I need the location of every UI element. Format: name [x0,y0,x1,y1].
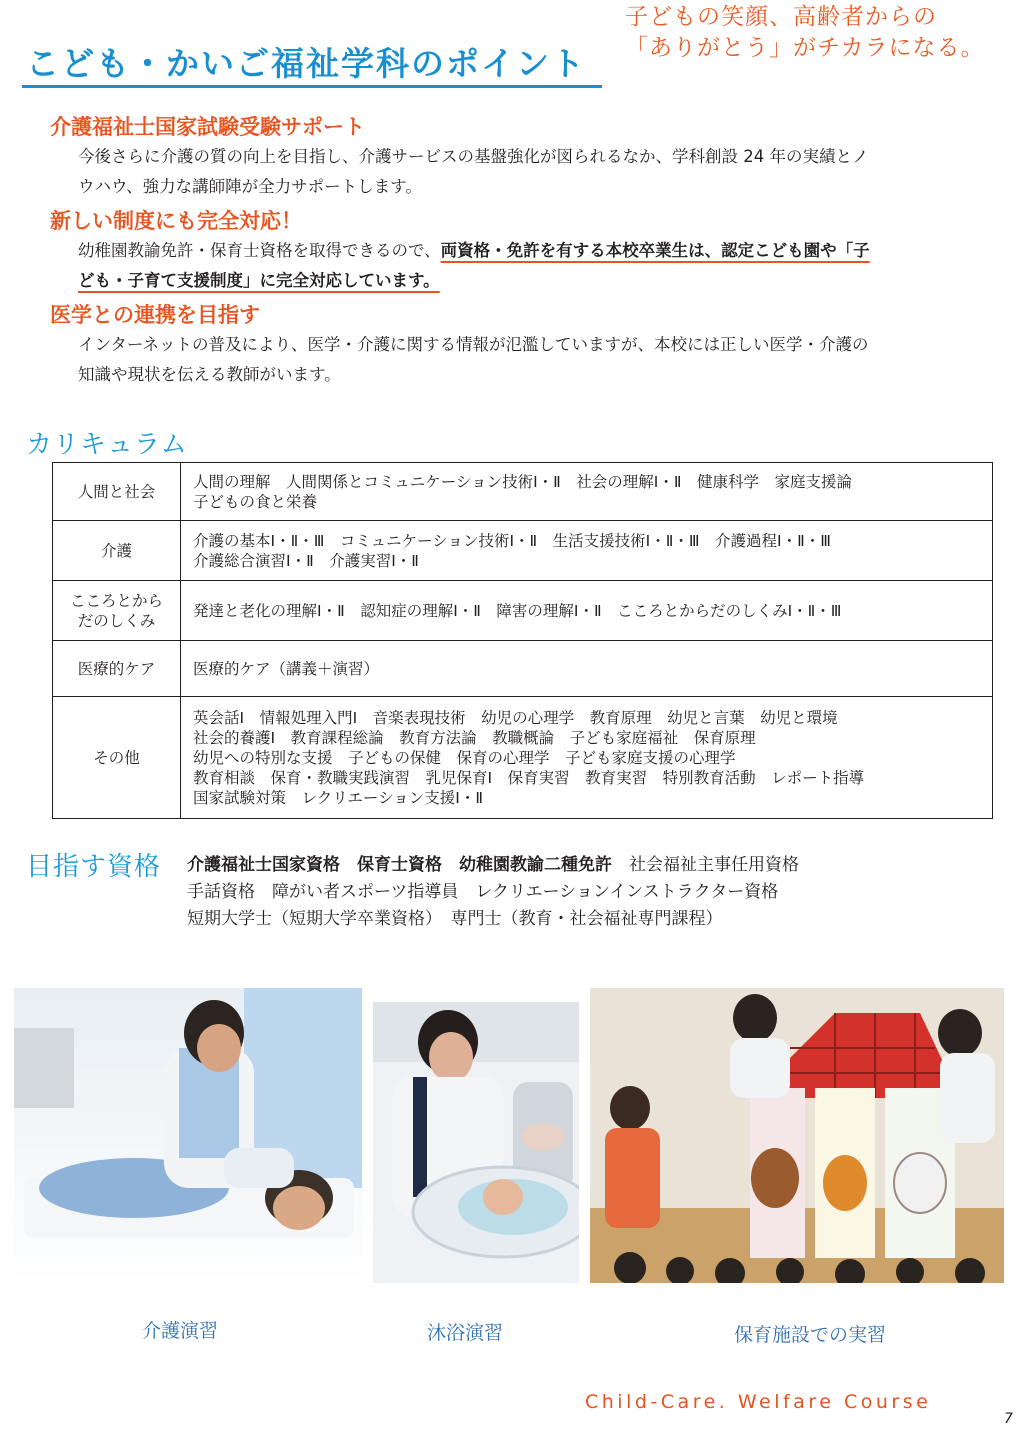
photo-caption: 沐浴演習 [426,1322,503,1344]
category-cell [53,641,181,697]
point-heading: 新しい制度にも完全対応！ [50,209,302,233]
table-row [53,641,993,697]
subjects-cell [181,463,993,521]
subject-line: 英会話Ⅰ 情報処理入門Ⅰ 音楽表現技術 幼児の心理学 教育原理 幼児と言葉 幼児と環境 [193,708,838,727]
category-label: 介護 [100,541,132,560]
point-body-emphasis: 両資格・免許を有する本校卒業生は、認定こども園や「子 [440,241,870,260]
point-medical [50,300,1000,390]
category-cell [53,521,181,581]
bathing-practice-photo [373,1002,579,1283]
point-body [50,236,1000,296]
point-body-line: 知識や現状を伝える教師がいます。 [78,365,341,384]
subjects-cell [181,697,993,819]
subject-line: 介護の基本Ⅰ・Ⅱ・Ⅲ コミュニケーション技術Ⅰ・Ⅱ 生活支援技術Ⅰ・Ⅱ・Ⅲ 介護過程Ⅰ・Ⅱ・Ⅲ [193,531,831,550]
point-body-line: ウハウ、強力な講師陣が全力サポートします。 [78,177,422,196]
point-new-system [50,206,1000,296]
point-body [50,142,1000,202]
photo-caption: 保育施設での実習 [733,1324,886,1346]
qualifications-list [187,852,799,933]
qualifications-line-2: 手話資格 障がい者スポーツ指導員 レクリエーションインストラクター資格 [187,882,779,902]
point-body-text: 幼稚園教諭免許・保育士資格を取得できるので、 [78,241,441,260]
category-label: 医療的ケア [77,659,156,678]
point-heading: 医学との連携を目指す [50,303,260,327]
subject-line: 発達と老化の理解Ⅰ・Ⅱ 認知症の理解Ⅰ・Ⅱ 障害の理解Ⅰ・Ⅱ こころとからだのしくみⅠ・Ⅱ・Ⅲ [193,601,842,620]
category-label: こころとから [69,591,163,610]
qualification-bold: 保育士資格 [357,855,442,875]
subjects-cell [181,641,993,697]
category-cell [53,697,181,819]
qualification-bold: 幼稚園教諭二種免許 [459,855,612,875]
point-body-line: インターネットの普及により、医学・介護に関する情報が氾濫していますが、本校には正しい医学・介護の [78,335,869,354]
category-label: 人間と社会 [77,482,156,501]
curriculum-table [52,462,993,819]
childcare-practice-photo [590,988,1004,1283]
tagline-line-2: 「ありがとう」がチカラになる。 [625,35,985,61]
point-body-emphasis: ども・子育て支援制度」に完全対応しています。 [78,271,440,290]
qualifications-title: 目指す資格 [26,852,162,882]
title-underline [22,85,602,88]
subject-line: 人間の理解 人間関係とコミュニケーション技術Ⅰ・Ⅱ 社会の理解Ⅰ・Ⅱ 健康科学 家庭支援論 [193,472,852,491]
subject-line: 子どもの食と栄養 [193,492,318,511]
nursing-practice-photo [14,988,362,1283]
category-label: だのしくみ [77,611,156,630]
subject-line: 社会的養護Ⅰ 教育課程総論 教育方法論 教職概論 子ども家庭福祉 保育原理 [193,728,756,747]
subject-line: 医療的ケア（講義＋演習） [193,659,380,678]
points-section [50,112,1000,394]
point-body-line: 今後さらに介護の質の向上を目指し、介護サービスの基盤強化が図られるなか、学科創設 24 年の実績とノ [78,147,869,166]
subject-line: 幼児への特別な支援 子どもの保健 保育の心理学 子ども家庭支援の心理学 [193,748,736,767]
tagline-line-1: 子どもの笑顔、高齢者からの [625,4,937,30]
subject-line: 国家試験対策 レクリエーション支援Ⅰ・Ⅱ [193,788,483,807]
subject-line: 教育相談 保育・教職実践演習 乳児保育Ⅰ 保育実習 教育実習 特別教育活動 レポート指導 [193,768,865,787]
curriculum-title: カリキュラム [26,430,188,460]
point-body [50,330,1000,390]
photo-caption: 介護演習 [141,1320,218,1342]
subjects-cell [181,521,993,581]
category-label: その他 [93,748,140,767]
table-row [53,521,993,581]
tagline [625,2,1025,64]
subject-line: 介護総合演習Ⅰ・Ⅱ 介護実習Ⅰ・Ⅱ [193,551,419,570]
qualifications-line-3: 短期大学士（短期大学卒業資格） 専門士（教育・社会福祉専門課程） [187,909,723,929]
qualification-item: 社会福祉主事任用資格 [629,855,799,875]
point-heading: 介護福祉士国家試験受験サポート [50,115,365,139]
table-row [53,463,993,521]
table-row [53,581,993,641]
category-cell [53,581,181,641]
page-number: 7 [1004,1411,1013,1427]
qualification-bold: 介護福祉士国家資格 [187,855,340,875]
point-body-line [78,266,1000,296]
course-name: Child-Care. Welfare Course [585,1391,932,1413]
page-title: こども・かいご福祉学科のポイント [26,44,586,83]
qualifications-line-1 [187,852,799,879]
point-exam-support [50,112,1000,202]
category-cell [53,463,181,521]
table-row [53,697,993,819]
point-body-line [78,236,1000,266]
subjects-cell [181,581,993,641]
